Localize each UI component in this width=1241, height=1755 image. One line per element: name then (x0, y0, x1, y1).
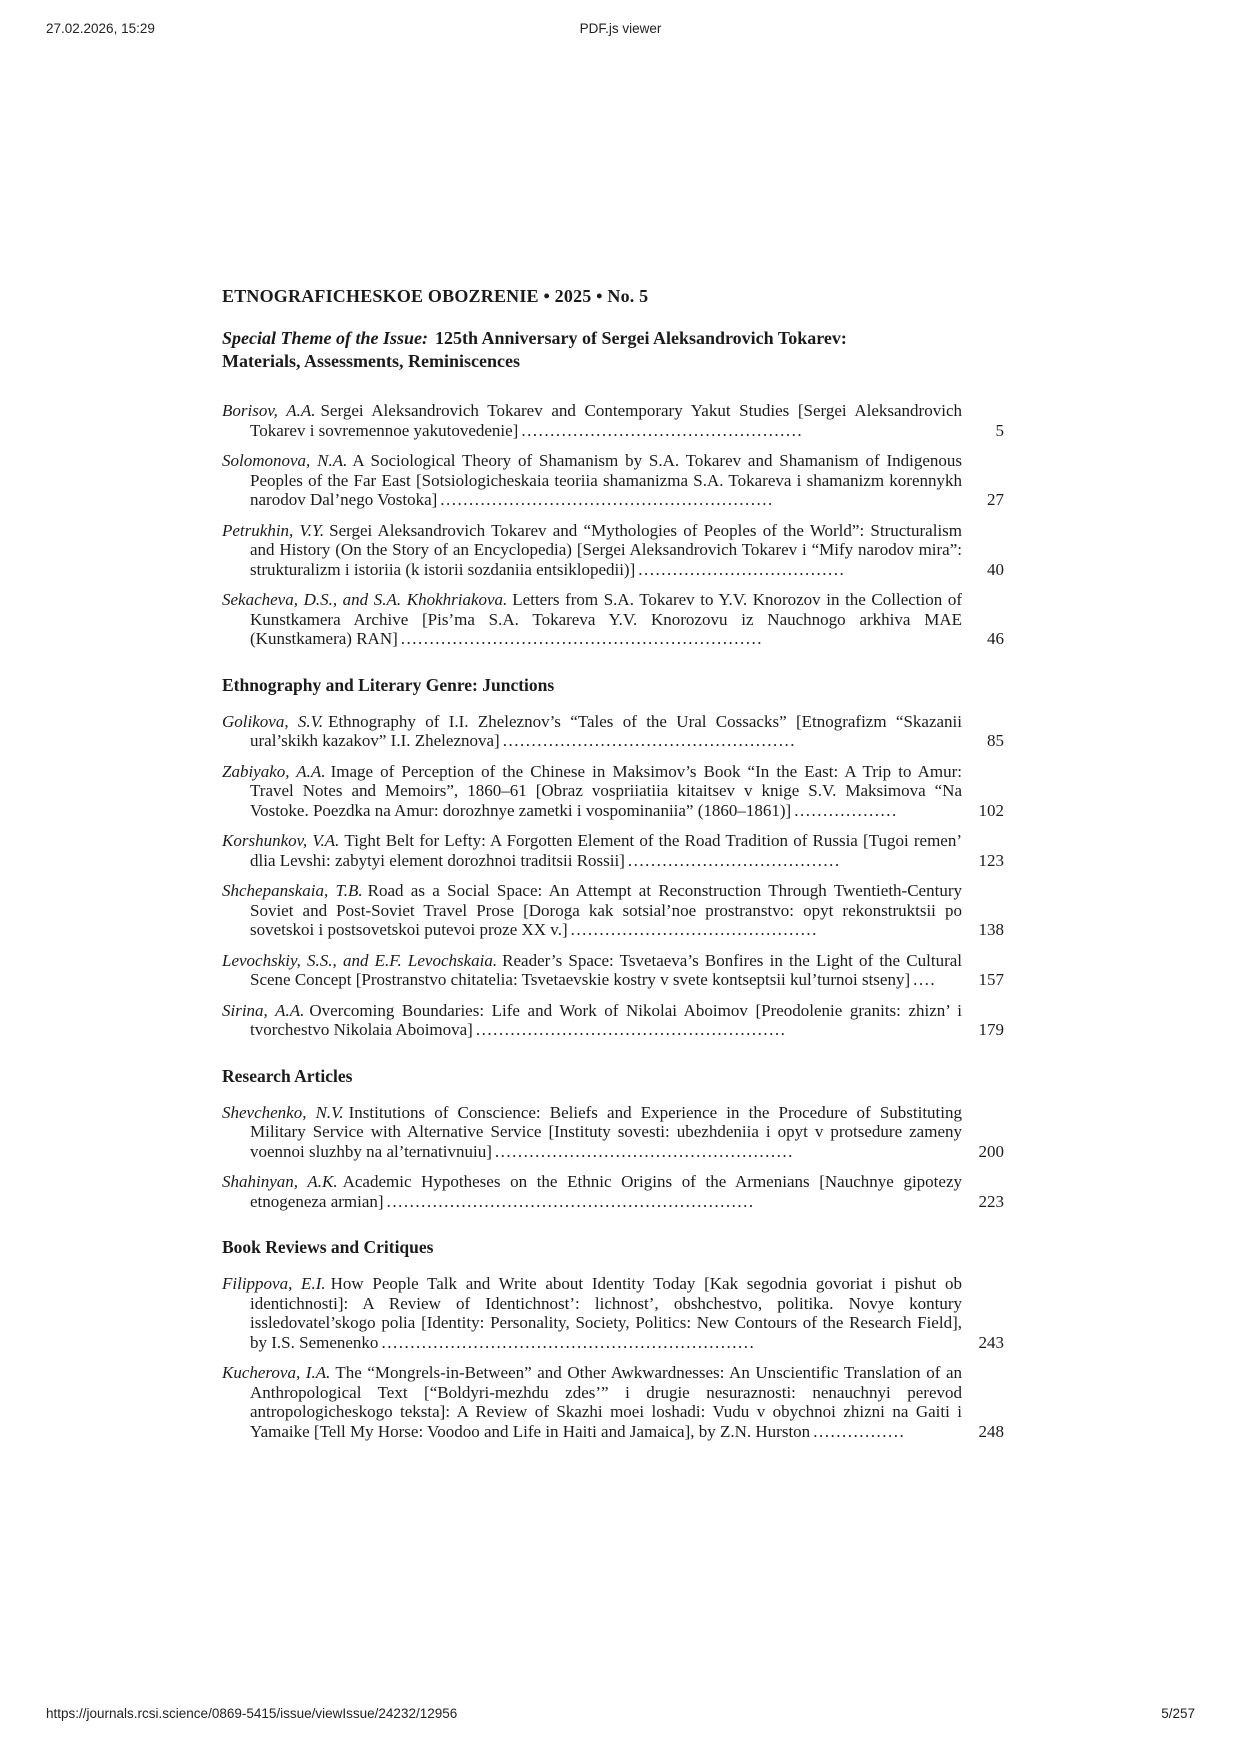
toc-entry (222, 831, 1004, 870)
dot-leader: ........................................... (570, 920, 818, 939)
entry-text (222, 831, 962, 870)
entry-title: A Sociological Theory of Shamanism by S.A. Tokarev and Shamanism of Indigenous Peoples of the Far East [Sotsiologicheskaia teoriia shamanizma S.A. Tokareva i shamanizm korennykh narodov Dal’nego Vostoka] (250, 451, 962, 509)
dot-leader: .................................................... (494, 1141, 794, 1161)
special-theme-label: Special Theme of the Issue: (222, 328, 428, 348)
toc-entry (222, 521, 1004, 580)
toc-entry (222, 1001, 1004, 1040)
entry-title: How People Talk and Write about Identity Today [Kak segodnia govoriat i pishut ob identichnosti]: A Review of Identichnost’: lichnost’, obshchestvo, politika. Novye kontury issledovatel’skogo polia [Identity: Personality, Society, Politics: New Contours of the Research Field], by I.S. Semenenko (250, 1274, 962, 1352)
entry-page-number: 85 (987, 731, 1004, 750)
toc-entry (222, 762, 1004, 821)
entry-title: Image of Perception of the Chinese in Maksimov’s Book “In the East: A Trip to Amur: Travel Notes and Memoirs”, 1860–61 [Obraz vospriiatiia kitaitsev v knige S.V. Maksimova “Na Vostoke. Poezdka na Amur: dorozhnye zametki i vospominaniia” (1860–1861)] (250, 761, 962, 820)
dot-leader: .................. (794, 800, 898, 820)
entry-title: Overcoming Boundaries: Life and Work of Nikolai Aboimov [Preodolenie granits: zhizn’ i tvorchestvo Nikolaia Aboimova] (250, 1000, 962, 1039)
entry-page-number: 248 (978, 1421, 1004, 1441)
entry-page-number: 5 (995, 420, 1004, 440)
entry-title: Reader’s Space: Tsvetaeva’s Bonfires in the Light of the Cultural Scene Concept [Prostranstvo chitatelia: Tsvetaevskie kostry v svete kontseptsii kul’turnoi stseny] (250, 950, 962, 989)
entry-author: Zabiyako, A.A. (222, 761, 326, 781)
dot-leader: .................................... (638, 559, 846, 579)
entry-page-number: 123 (978, 850, 1004, 870)
entry-text (222, 762, 962, 821)
entry-title: Sergei Aleksandrovich Tokarev and Contemporary Yakut Studies [Sergei Aleksandrovich Tokarev i sovremennoe yakutovedenie] (250, 401, 962, 440)
entry-page-number: 27 (987, 490, 1004, 509)
toc-entry (222, 451, 1004, 510)
entry-page-number: 102 (978, 800, 1004, 820)
special-theme-line1: 125th Anniversary of Sergei Aleksandrovich Tokarev: (434, 328, 847, 348)
toc-entry (222, 712, 1004, 751)
entry-page-number: 157 (978, 970, 1004, 989)
special-theme (222, 327, 1004, 373)
print-header (46, 21, 1195, 39)
entry-title: Tight Belt for Lefty: A Forgotten Element of the Road Tradition of Russia [Tugoi remen’ dlia Levshi: zabytyi element dorozhnoi traditsii Rossii] (250, 831, 962, 870)
entry-text (222, 451, 962, 510)
entry-text (222, 1274, 962, 1352)
toc-entry (222, 1172, 1004, 1211)
entry-page-number: 46 (987, 629, 1004, 648)
entry-page-number: 223 (978, 1191, 1004, 1211)
entry-author: Korshunkov, V.A. (222, 831, 340, 850)
print-footer (46, 1706, 1195, 1724)
entry-author: Petrukhin, V.Y. (222, 520, 325, 540)
entry-author: Shevchenko, N.V. (222, 1102, 344, 1122)
toc-entry (222, 951, 1004, 990)
toc-entry (222, 401, 1004, 440)
entry-text (222, 1001, 962, 1040)
entry-title: Sergei Aleksandrovich Tokarev and “Mythologies of Peoples of the World”: Structuralism and History (On the Story of an Encyclopedia) [Sergei Aleksandrovich Tokarev i “Mify narodov mira”: strukturalizm i istoriia (k istorii sozdaniia entsiklopedii)] (250, 520, 963, 579)
dot-leader: ................................................... (502, 731, 796, 750)
entry-author: Shahinyan, A.K. (222, 1172, 338, 1191)
section-heading: Book Reviews and Critiques (222, 1237, 434, 1257)
entry-author: Sekacheva, D.S., and S.A. Khokhriakova. (222, 590, 508, 609)
entry-text (222, 1172, 962, 1211)
entry-author: Borisov, A.A. (222, 401, 316, 420)
dot-leader: ................................................. (521, 420, 804, 440)
print-datetime: 27.02.2026, 15:29 (46, 21, 155, 36)
toc-entry (222, 881, 1004, 940)
entry-title: Academic Hypotheses on the Ethnic Origins of the Armenians [Nauchnye gipotezy etnogeneza armian] (250, 1172, 962, 1211)
entry-author: Shchepanskaia, T.B. (222, 881, 363, 900)
entry-title: Road as a Social Space: An Attempt at Reconstruction Through Twentieth-Century Soviet and Post-Soviet Travel Prose [Doroga kak sotsial’noe prostranstvo: opyt rekonstruktsii po sovetskoi i postsovetskoi putevoi proze XX v.] (250, 881, 962, 939)
entry-text (222, 712, 962, 751)
dot-leader: ................................................................. (381, 1332, 756, 1352)
entry-title: The “Mongrels-in-Between” and Other Awkwardnesses: An Unscientific Translation of an Anthropological Text [“Boldyri-mezhdu zdes’” i drugie nesuraznosti: nenauchnyi perevod antropologicheskogo teksta]: A Review of Skazhi moei loshadi: Vudu v obychnoi zhizni na Gaiti i Yamaike [Tell My Horse: Voodoo and Life in Haiti and Jamaica], by Z.N. Hurston (250, 1363, 962, 1441)
entry-page-number: 40 (987, 559, 1004, 579)
entry-text (222, 951, 962, 990)
entry-text (222, 401, 962, 440)
section-heading: Ethnography and Literary Genre: Junctions (222, 674, 555, 695)
entry-title: Ethnography of I.I. Zheleznov’s “Tales of the Ural Cossacks” [Etnografizm “Skazanii ural’skikh kazakov” I.I. Zheleznova] (250, 711, 962, 750)
entry-author: Sirina, A.A. (222, 1000, 305, 1020)
special-theme-line2: Materials, Assessments, Reminiscences (222, 351, 520, 371)
dot-leader: ............................................................... (400, 629, 764, 648)
entry-page-number: 138 (978, 920, 1004, 939)
entry-text (222, 881, 962, 940)
toc-entry (222, 1363, 1004, 1441)
footer-url: https://journals.rcsi.science/0869-5415/issue/viewIssue/24232/12956 (46, 1706, 458, 1721)
dot-leader: ................ (813, 1421, 906, 1441)
viewer-title: PDF.js viewer (579, 21, 662, 36)
entry-page-number: 200 (978, 1141, 1004, 1161)
pdf-page (222, 286, 1004, 1452)
dot-leader: ...................................................... (475, 1020, 787, 1039)
entry-text (222, 1363, 962, 1441)
dot-leader: .... (913, 970, 937, 989)
entry-author: Kucherova, I.A. (222, 1363, 331, 1382)
entry-page-number: 179 (978, 1020, 1004, 1039)
toc-entry (222, 1274, 1004, 1352)
dot-leader: ................................................................ (386, 1191, 755, 1211)
entry-author: Golikova, S.V. (222, 711, 324, 731)
dot-leader: ..................................... (627, 850, 841, 870)
entry-author: Filippova, E.I. (222, 1274, 326, 1293)
journal-title: ETNOGRAFICHESKOE OBOZRENIE • 2025 • No. 5 (222, 286, 649, 306)
page-indicator: 5/257 (1161, 1706, 1195, 1721)
dot-leader: .......................................................... (440, 490, 774, 509)
entry-text (222, 521, 962, 580)
toc-entry (222, 1103, 1004, 1162)
entry-author: Levochskiy, S.S., and E.F. Levochskaia. (222, 950, 498, 970)
entry-text (222, 590, 962, 649)
entry-title: Letters from S.A. Tokarev to Y.V. Knorozov in the Collection of Kunstkamera Archive [Pis’ma S.A. Tokareva Y.V. Knorozovu iz Nauchnogo arkhiva MAE (Kunstkamera) RAN] (250, 590, 962, 648)
entry-author: Solomonova, N.A. (222, 451, 348, 470)
entry-text (222, 1103, 962, 1162)
entry-title: Institutions of Conscience: Beliefs and Experience in the Procedure of Substituting Military Service with Alternative Service [Instituty sovesti: ubezhdeniia i opyt v protsedure zameny voennoi sluzhby na al’ternativnuiu] (250, 1102, 963, 1161)
entry-page-number: 243 (978, 1332, 1004, 1352)
section-heading: Research Articles (222, 1065, 353, 1086)
toc-entry (222, 590, 1004, 649)
